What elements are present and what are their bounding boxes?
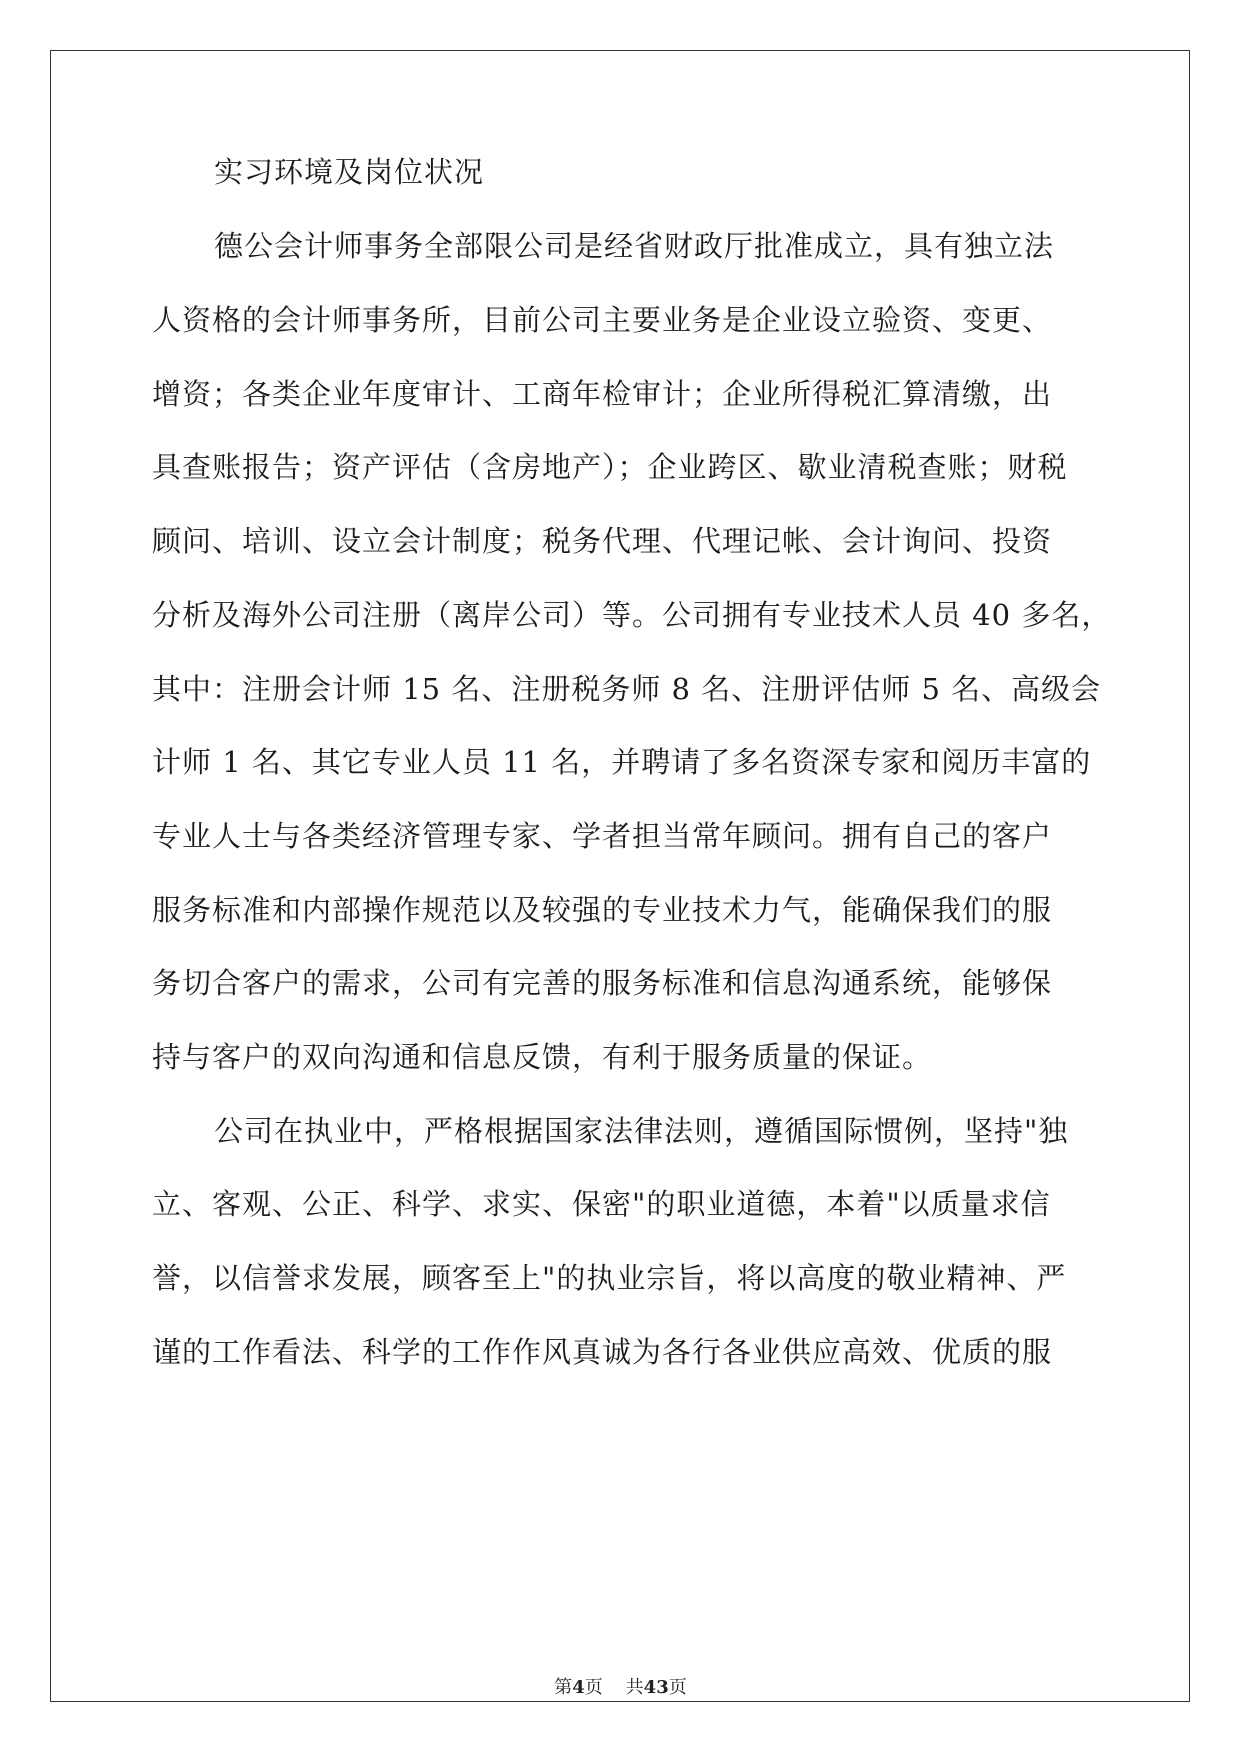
paragraph-line: 誉，以信誉求发展，顾客至上"的执业宗旨，将以高度的敬业精神、严 — [152, 1261, 1067, 1295]
total-suffix: 页 — [668, 1677, 687, 1698]
paragraph-line: 谨的工作看法、科学的工作作风真诚为各行各业供应高效、优质的服 — [152, 1335, 1053, 1369]
page-prefix: 第 — [554, 1677, 573, 1698]
paragraph-line: 持与客户的双向沟通和信息反馈，有利于服务质量的保证。 — [152, 1040, 933, 1074]
total-prefix: 共 — [625, 1677, 644, 1698]
page-border — [50, 50, 1190, 1702]
paragraph-line: 其中：注册会计师 15 名、注册税务师 8 名、注册评估师 5 名、高级会 — [152, 672, 1102, 706]
paragraph-line: 计师 1 名、其它专业人员 11 名，并聘请了多名资深专家和阅历丰富的 — [152, 745, 1092, 779]
paragraph-line: 务切合客户的需求，公司有完善的服务标准和信息沟通系统，能够保 — [152, 966, 1053, 1000]
paragraph-line: 顾问、培训、设立会计制度；税务代理、代理记帐、会计询问、投资 — [152, 524, 1053, 558]
paragraph-line: 服务标准和内部操作规范以及较强的专业技术力气，能确保我们的服 — [152, 893, 1053, 927]
page-suffix: 页 — [584, 1677, 603, 1698]
paragraph-line: 立、客观、公正、科学、求实、保密"的职业道德，本着"以质量求信 — [152, 1187, 1051, 1221]
paragraph-line: 分析及海外公司注册（离岸公司）等。公司拥有专业技术人员 40 多名， — [152, 598, 1112, 632]
paragraph-line: 德公会计师事务全部限公司是经省财政厅批准成立，具有独立法 — [214, 229, 1055, 263]
paragraph-line: 公司在执业中，严格根据国家法律法则，遵循国际惯例，坚持"独 — [214, 1114, 1069, 1148]
page-number: 4 — [572, 1677, 585, 1698]
page-footer — [0, 1673, 1241, 1699]
paragraph-line: 增资；各类企业年度审计、工商年检审计；企业所得税汇算清缴，出 — [152, 377, 1053, 411]
section-heading: 实习环境及岗位状况 — [214, 155, 485, 189]
total-pages: 43 — [643, 1677, 669, 1698]
paragraph-line: 专业人士与各类经济管理专家、学者担当常年顾问。拥有自己的客户 — [152, 819, 1053, 853]
paragraph-line: 具查账报告；资产评估（含房地产）；企业跨区、歇业清税查账；财税 — [152, 450, 1068, 484]
paragraph-line: 人资格的会计师事务所，目前公司主要业务是企业设立验资、变更、 — [152, 303, 1053, 337]
